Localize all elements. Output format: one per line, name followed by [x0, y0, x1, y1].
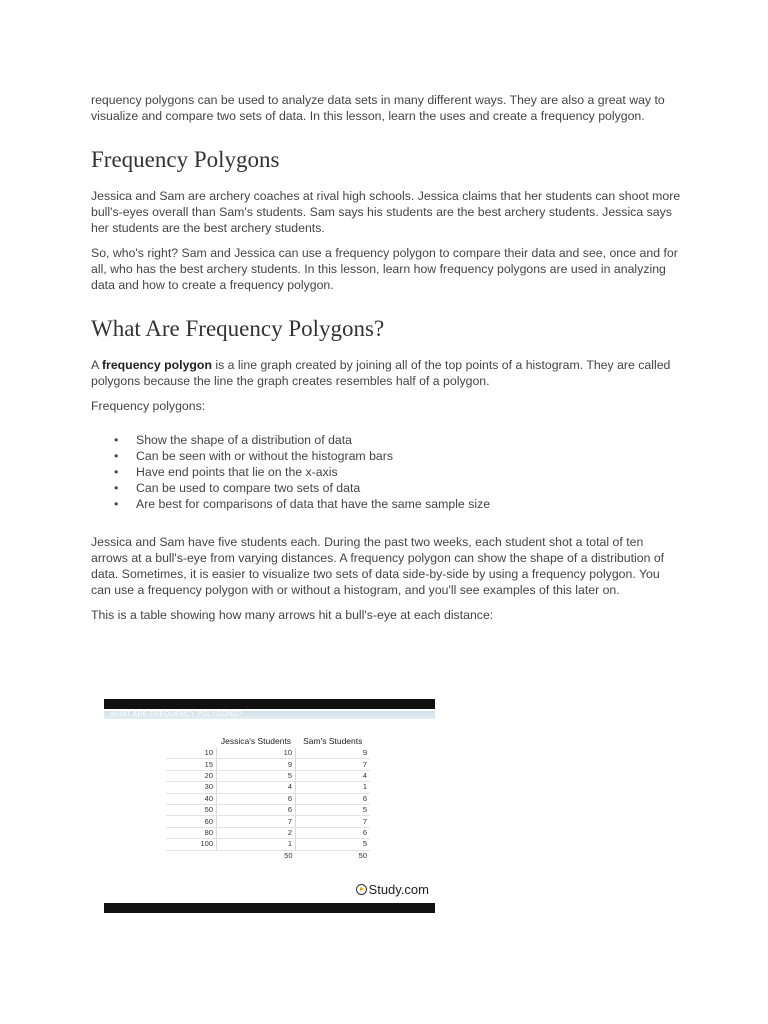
bullet-list: [91, 432, 681, 512]
table-row: [166, 782, 370, 793]
table-header-cell: [166, 733, 217, 748]
heading-what-are-frequency-polygons: What Are Frequency Polygons?: [91, 316, 385, 341]
table-cell: 7: [296, 816, 371, 827]
table-cell: 5: [296, 804, 371, 815]
table-row: [166, 759, 370, 770]
definition-term: frequency polygon: [101, 358, 212, 372]
intro-paragraph: requency polygons can be used to analyze data sets in many different ways. They are also a great way to visualize and compare two sets of data. In this lesson, learn the uses and create a frequency polygon.: [91, 93, 665, 123]
paragraph-five-students: Jessica and Sam have five students each. During the past two weeks, each student shot a total of ten arrows at a bull's-eye from varying distances. A frequency polygon can show the shape of a distribution of data. Sometimes, it is easier to visualize two sets of data side-by-side by using a frequency polygon. You can use a frequency polygon with or without a histogram, and you'll see examples of this later on.: [91, 535, 665, 597]
table-cell: 100: [166, 839, 217, 850]
bullet-icon: •: [114, 433, 119, 447]
paragraph-coaches: Jessica and Sam are archery coaches at rival high schools. Jessica claims that her students can shoot more bull's-eyes overall than Sam's students. Sam says his students are the best archery students. Jessica says her students are the best archery students.: [91, 189, 681, 235]
article: [91, 92, 681, 623]
table-cell: 5: [217, 770, 296, 781]
table-cell: 30: [166, 782, 217, 793]
table-row: [166, 804, 370, 815]
video-header: WHAT ARE FREQUENCY POLYGONS?: [104, 711, 435, 719]
logo-text: Study.com: [368, 882, 429, 897]
table-cell: 5: [296, 839, 371, 850]
table-header-cell: Sam's Students: [303, 735, 363, 746]
table-cell: 7: [217, 816, 296, 827]
table-cell: 6: [296, 827, 371, 838]
list-item: • Have end points that lie on the x-axis: [114, 465, 338, 479]
table-cell: 6: [217, 804, 296, 815]
bullet-icon: •: [114, 497, 119, 511]
table-total-cell: [166, 850, 217, 861]
list-intro: Frequency polygons:: [91, 399, 206, 413]
bullet-icon: •: [114, 449, 119, 463]
table-cell: 9: [217, 759, 296, 770]
table-cell: 10: [217, 748, 296, 759]
table-cell: 60: [166, 816, 217, 827]
table-row: [166, 816, 370, 827]
study-logo: [356, 882, 429, 897]
table-cell: 4: [296, 770, 371, 781]
table-cell: 4: [217, 782, 296, 793]
play-icon: [356, 884, 367, 895]
video-frame[interactable]: [104, 699, 435, 913]
table-cell: 7: [296, 759, 371, 770]
table-row: [166, 827, 370, 838]
paragraph-whos-right: So, who's right? Sam and Jessica can use a frequency polygon to compare their data and see, once and for all, who has the best archery students. In this lesson, learn how frequency polygons are used in analyzing data and how to create a frequency polygon.: [91, 246, 678, 292]
list-item: • Are best for comparisons of data that have the same sample size: [114, 497, 491, 511]
table-row: [166, 839, 370, 850]
bullet-icon: •: [114, 465, 119, 479]
table-cell: 6: [217, 793, 296, 804]
table-row: [166, 748, 370, 759]
table-row: [166, 770, 370, 781]
table-cell: 10: [166, 748, 217, 759]
list-item: • Can be seen with or without the histogram bars: [114, 449, 394, 463]
table-row: [166, 793, 370, 804]
video-screen[interactable]: [104, 709, 435, 903]
table-header-cell: Jessica's Students: [220, 735, 292, 746]
bullet-icon: •: [114, 481, 119, 495]
table-cell: 80: [166, 827, 217, 838]
table-cell: 50: [166, 804, 217, 815]
list-item: • Show the shape of a distribution of data: [114, 433, 353, 447]
table-cell: 1: [296, 782, 371, 793]
table-cell: 20: [166, 770, 217, 781]
table-cell: 15: [166, 759, 217, 770]
table-total-cell: 50: [296, 850, 371, 861]
table-total-cell: 50: [217, 850, 296, 861]
definition-paragraph: [91, 357, 681, 389]
table-cell: 2: [217, 827, 296, 838]
table-cell: 1: [217, 839, 296, 850]
heading-frequency-polygons: Frequency Polygons: [91, 147, 280, 172]
definition-prefix: A: [91, 358, 102, 372]
table-total-row: [166, 850, 370, 861]
table-cell: 6: [296, 793, 371, 804]
table-header-row: [166, 733, 370, 748]
definition-text: is a line graph created by joining all of the top points of a histogram. They are called polygons because the line the graph creates resembles half of a polygon.: [91, 358, 671, 388]
table-cell: 40: [166, 793, 217, 804]
paragraph-table-intro: This is a table showing how many arrows hit a bull's-eye at each distance:: [91, 608, 494, 622]
list-item: • Can be used to compare two sets of data: [114, 481, 361, 495]
table-cell: 9: [296, 748, 371, 759]
frequency-table: [166, 733, 370, 861]
